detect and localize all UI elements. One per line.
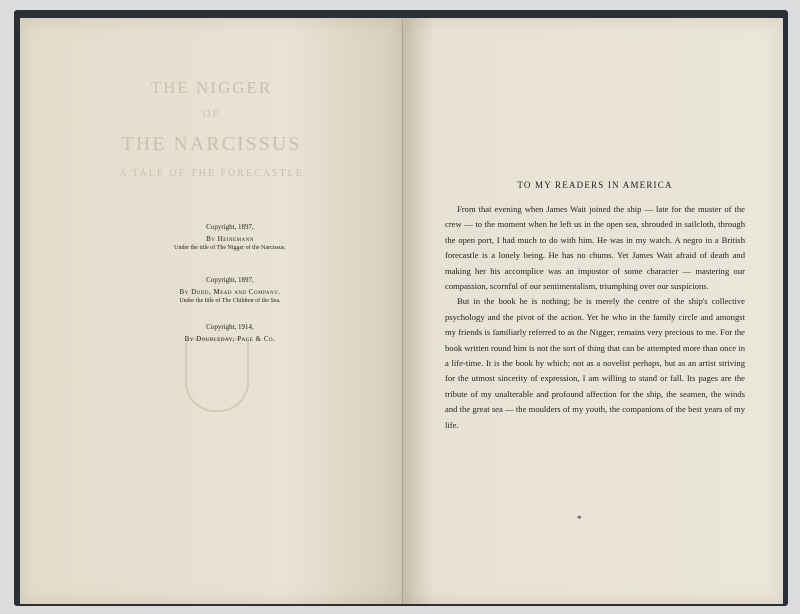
ghost-title-line-3: THE NARCISSUS bbox=[121, 133, 302, 155]
open-book bbox=[14, 10, 788, 606]
copyright-year: Copyright, 1897, bbox=[206, 223, 254, 231]
end-ornament: * bbox=[577, 514, 582, 524]
copyright-note: Under the title of The Children of the Sea. bbox=[179, 298, 281, 304]
copyright-block-1 bbox=[130, 223, 330, 251]
left-page bbox=[20, 18, 404, 604]
ghost-emblem bbox=[185, 338, 249, 412]
copyright-holder: By Heinemann bbox=[206, 235, 254, 243]
ghost-title-line-4: A TALE OF THE FORECASTLE bbox=[119, 168, 304, 179]
paragraph: But in the book he is nothing; he is merely the centre of the ship's collective psychology and the pivot of the action. Yet he who in the family circle and amongst my friends is familiarly referred to as the Nigger, remains very precious to me. For the book written round him is not the sort of thing that can be attempted more than once in a life-time. It is the book by which; not as a novelist perhaps, but as an artist striving for the utmost sincerity of expression, I am willing to stand or fall. Its pages are the tribute of my unalterable and profound affection for the ship, the seamen, the winds and the great sea — the moulders of my youth, the companions of the best years of my life. bbox=[445, 296, 745, 430]
copyright-block-3 bbox=[130, 323, 330, 343]
page-heading: TO MY READERS IN AMERICA bbox=[517, 180, 673, 190]
copyright-year: Copyright, 1897, bbox=[206, 276, 254, 284]
copyright-holder: By Dodd, Mead and Company. bbox=[179, 288, 281, 296]
ghost-title-line-1: THE NIGGER bbox=[150, 78, 273, 97]
ghost-title-line-2: OF bbox=[202, 108, 221, 120]
copyright-year: Copyright, 1914, bbox=[206, 323, 254, 331]
body-text bbox=[445, 202, 745, 433]
copyright-block-2 bbox=[130, 276, 330, 304]
copyright-note: Under the title of The Nigger of the Narcissus. bbox=[174, 245, 286, 251]
paragraph: From that evening when James Wait joined the ship — late for the muster of the crew — to the moment when he left us in the open sea, shrouded in sailcloth, through the open port, I had much to do with him. He was in my watch. A negro in a British forecastle is a lonely being. He has no chums. Yet James Wait afraid of death and making her his accomplice was an impostor of some character — mastering our compassion, scornful of our sentimentalism, triumphing over our suspicions. bbox=[445, 204, 745, 292]
copyright-holder: By Doubleday, Page & Co. bbox=[184, 335, 276, 343]
right-page bbox=[405, 18, 783, 604]
